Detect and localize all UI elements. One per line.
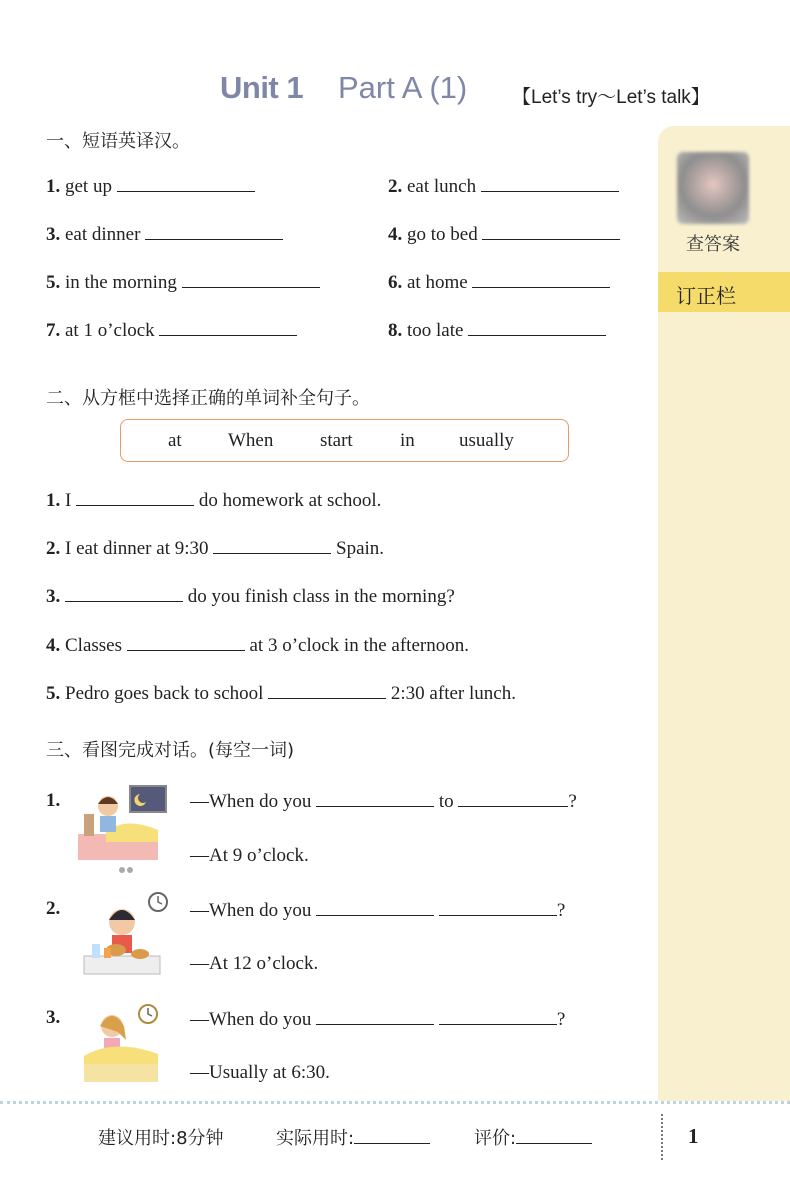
item-number: 3.: [46, 1007, 61, 1028]
dialog-question: [190, 899, 565, 922]
answer-blank[interactable]: [159, 319, 297, 336]
item-number: 2.: [388, 176, 403, 197]
sentence-item: [46, 489, 381, 512]
question-start: —When do you: [190, 900, 312, 921]
item-number: 5.: [46, 272, 61, 293]
item-number: 5.: [46, 683, 61, 704]
qr-code-icon[interactable]: [677, 152, 749, 224]
sentence-before: Classes: [65, 635, 122, 656]
dialog-answer: —Usually at 6:30.: [190, 1062, 330, 1083]
phrase-text: at 1 o’clock: [65, 320, 155, 341]
item-number: 4.: [388, 224, 403, 245]
correction-label: 订正栏: [676, 284, 736, 308]
part-title: Part A (1): [338, 70, 468, 105]
sentence-before: I eat dinner at 9:30: [65, 538, 209, 559]
phrase-item: [46, 175, 255, 198]
answer-blank[interactable]: [145, 223, 283, 240]
dialog-question: [190, 1008, 565, 1031]
phrase-text: in the morning: [65, 272, 177, 293]
phrase-item: [388, 223, 620, 246]
phrase-item: [388, 271, 610, 294]
check-answer-label: 查答案: [686, 234, 740, 255]
actual-time: [276, 1124, 430, 1150]
lesson-range: 【Let’s try～Let’s talk】: [512, 87, 710, 108]
actual-time-label: 实际用时:: [276, 1128, 355, 1149]
sentence-after: Spain.: [336, 538, 385, 559]
answer-blank[interactable]: [316, 790, 434, 807]
item-number: 6.: [388, 272, 403, 293]
unit-title: Unit 1: [220, 70, 304, 105]
section3-title: 三、看图完成对话。(每空一词): [46, 740, 295, 761]
item-number: 4.: [46, 635, 61, 656]
answer-blank[interactable]: [117, 175, 255, 192]
phrase-text: get up: [65, 176, 112, 197]
page-number: 1: [688, 1124, 699, 1148]
girl-getting-up-picture: [78, 1000, 170, 1090]
phrase-item: [46, 319, 297, 342]
question-mid: to: [438, 791, 454, 812]
answer-blank[interactable]: [458, 790, 568, 807]
word-bank-word: in: [400, 430, 415, 451]
dialog-answer: —At 9 o’clock.: [190, 845, 309, 866]
phrase-item: [388, 319, 606, 342]
phrase-text: eat dinner: [65, 224, 141, 245]
question-end: ?: [568, 791, 577, 812]
word-bank-word: at: [168, 430, 182, 451]
sentence-before: Pedro goes back to school: [65, 683, 264, 704]
sentence-item: [46, 537, 384, 560]
sentence-before: I: [65, 490, 72, 511]
answer-blank[interactable]: [316, 1008, 434, 1025]
answer-blank[interactable]: [316, 899, 434, 916]
dialog-answer: —At 12 o’clock.: [190, 953, 319, 974]
footer-divider: [0, 1101, 790, 1104]
phrase-text: go to bed: [407, 224, 478, 245]
phrase-text: eat lunch: [407, 176, 477, 197]
sentence-item: [46, 585, 455, 608]
item-number: 1.: [46, 490, 61, 511]
phrase-item: [46, 271, 320, 294]
answer-blank[interactable]: [439, 899, 557, 916]
dialog-question: [190, 790, 577, 813]
phrase-item: [46, 223, 283, 246]
question-end: ?: [556, 1009, 566, 1030]
word-bank-word: When: [228, 430, 274, 451]
item-number: 2.: [46, 538, 61, 559]
answer-blank[interactable]: [468, 319, 606, 336]
answer-blank[interactable]: [182, 271, 320, 288]
boy-going-to-bed-picture: [78, 784, 170, 874]
sentence-after: do homework at school.: [198, 490, 382, 511]
item-number: 2.: [46, 898, 61, 919]
sentence-after: 2:30 after lunch.: [390, 683, 516, 704]
sentence-item: [46, 634, 469, 657]
actual-time-blank[interactable]: [354, 1129, 430, 1144]
section2-title: 二、从方框中选择正确的单词补全句子。: [46, 388, 370, 409]
phrase-item: [388, 175, 619, 198]
sentence-after: do you finish class in the morning?: [187, 586, 455, 607]
sentence-item: [46, 682, 516, 705]
answer-blank[interactable]: [472, 271, 610, 288]
item-number: 1.: [46, 790, 61, 811]
boy-eating-lunch-picture: [78, 892, 170, 982]
phrase-text: too late: [407, 320, 464, 341]
item-number: 7.: [46, 320, 61, 341]
item-number: 1.: [46, 176, 61, 197]
footer-separator: [661, 1114, 663, 1160]
word-bank-word: usually: [459, 430, 514, 451]
suggested-time: 建议用时:8分钟: [98, 1128, 224, 1149]
answer-blank[interactable]: [76, 489, 194, 506]
item-number: 8.: [388, 320, 403, 341]
section1-title: 一、短语英译汉。: [46, 131, 190, 152]
evaluation-blank[interactable]: [516, 1129, 592, 1144]
item-number: 3.: [46, 224, 61, 245]
question-start: —When do you: [190, 1009, 312, 1030]
word-bank-word: start: [320, 430, 353, 451]
item-number: 3.: [46, 586, 61, 607]
sentence-after: at 3 o’clock in the afternoon.: [249, 635, 469, 656]
answer-blank[interactable]: [127, 634, 245, 651]
answer-blank[interactable]: [481, 175, 619, 192]
evaluation: [474, 1124, 592, 1150]
answer-blank[interactable]: [268, 682, 386, 699]
answer-blank[interactable]: [439, 1008, 557, 1025]
answer-blank[interactable]: [213, 537, 331, 554]
phrase-text: at home: [407, 272, 468, 293]
answer-blank[interactable]: [482, 223, 620, 240]
question-end: ?: [556, 900, 566, 921]
evaluation-label: 评价:: [474, 1128, 517, 1149]
answer-blank[interactable]: [65, 585, 183, 602]
question-start: —When do you: [190, 791, 312, 812]
